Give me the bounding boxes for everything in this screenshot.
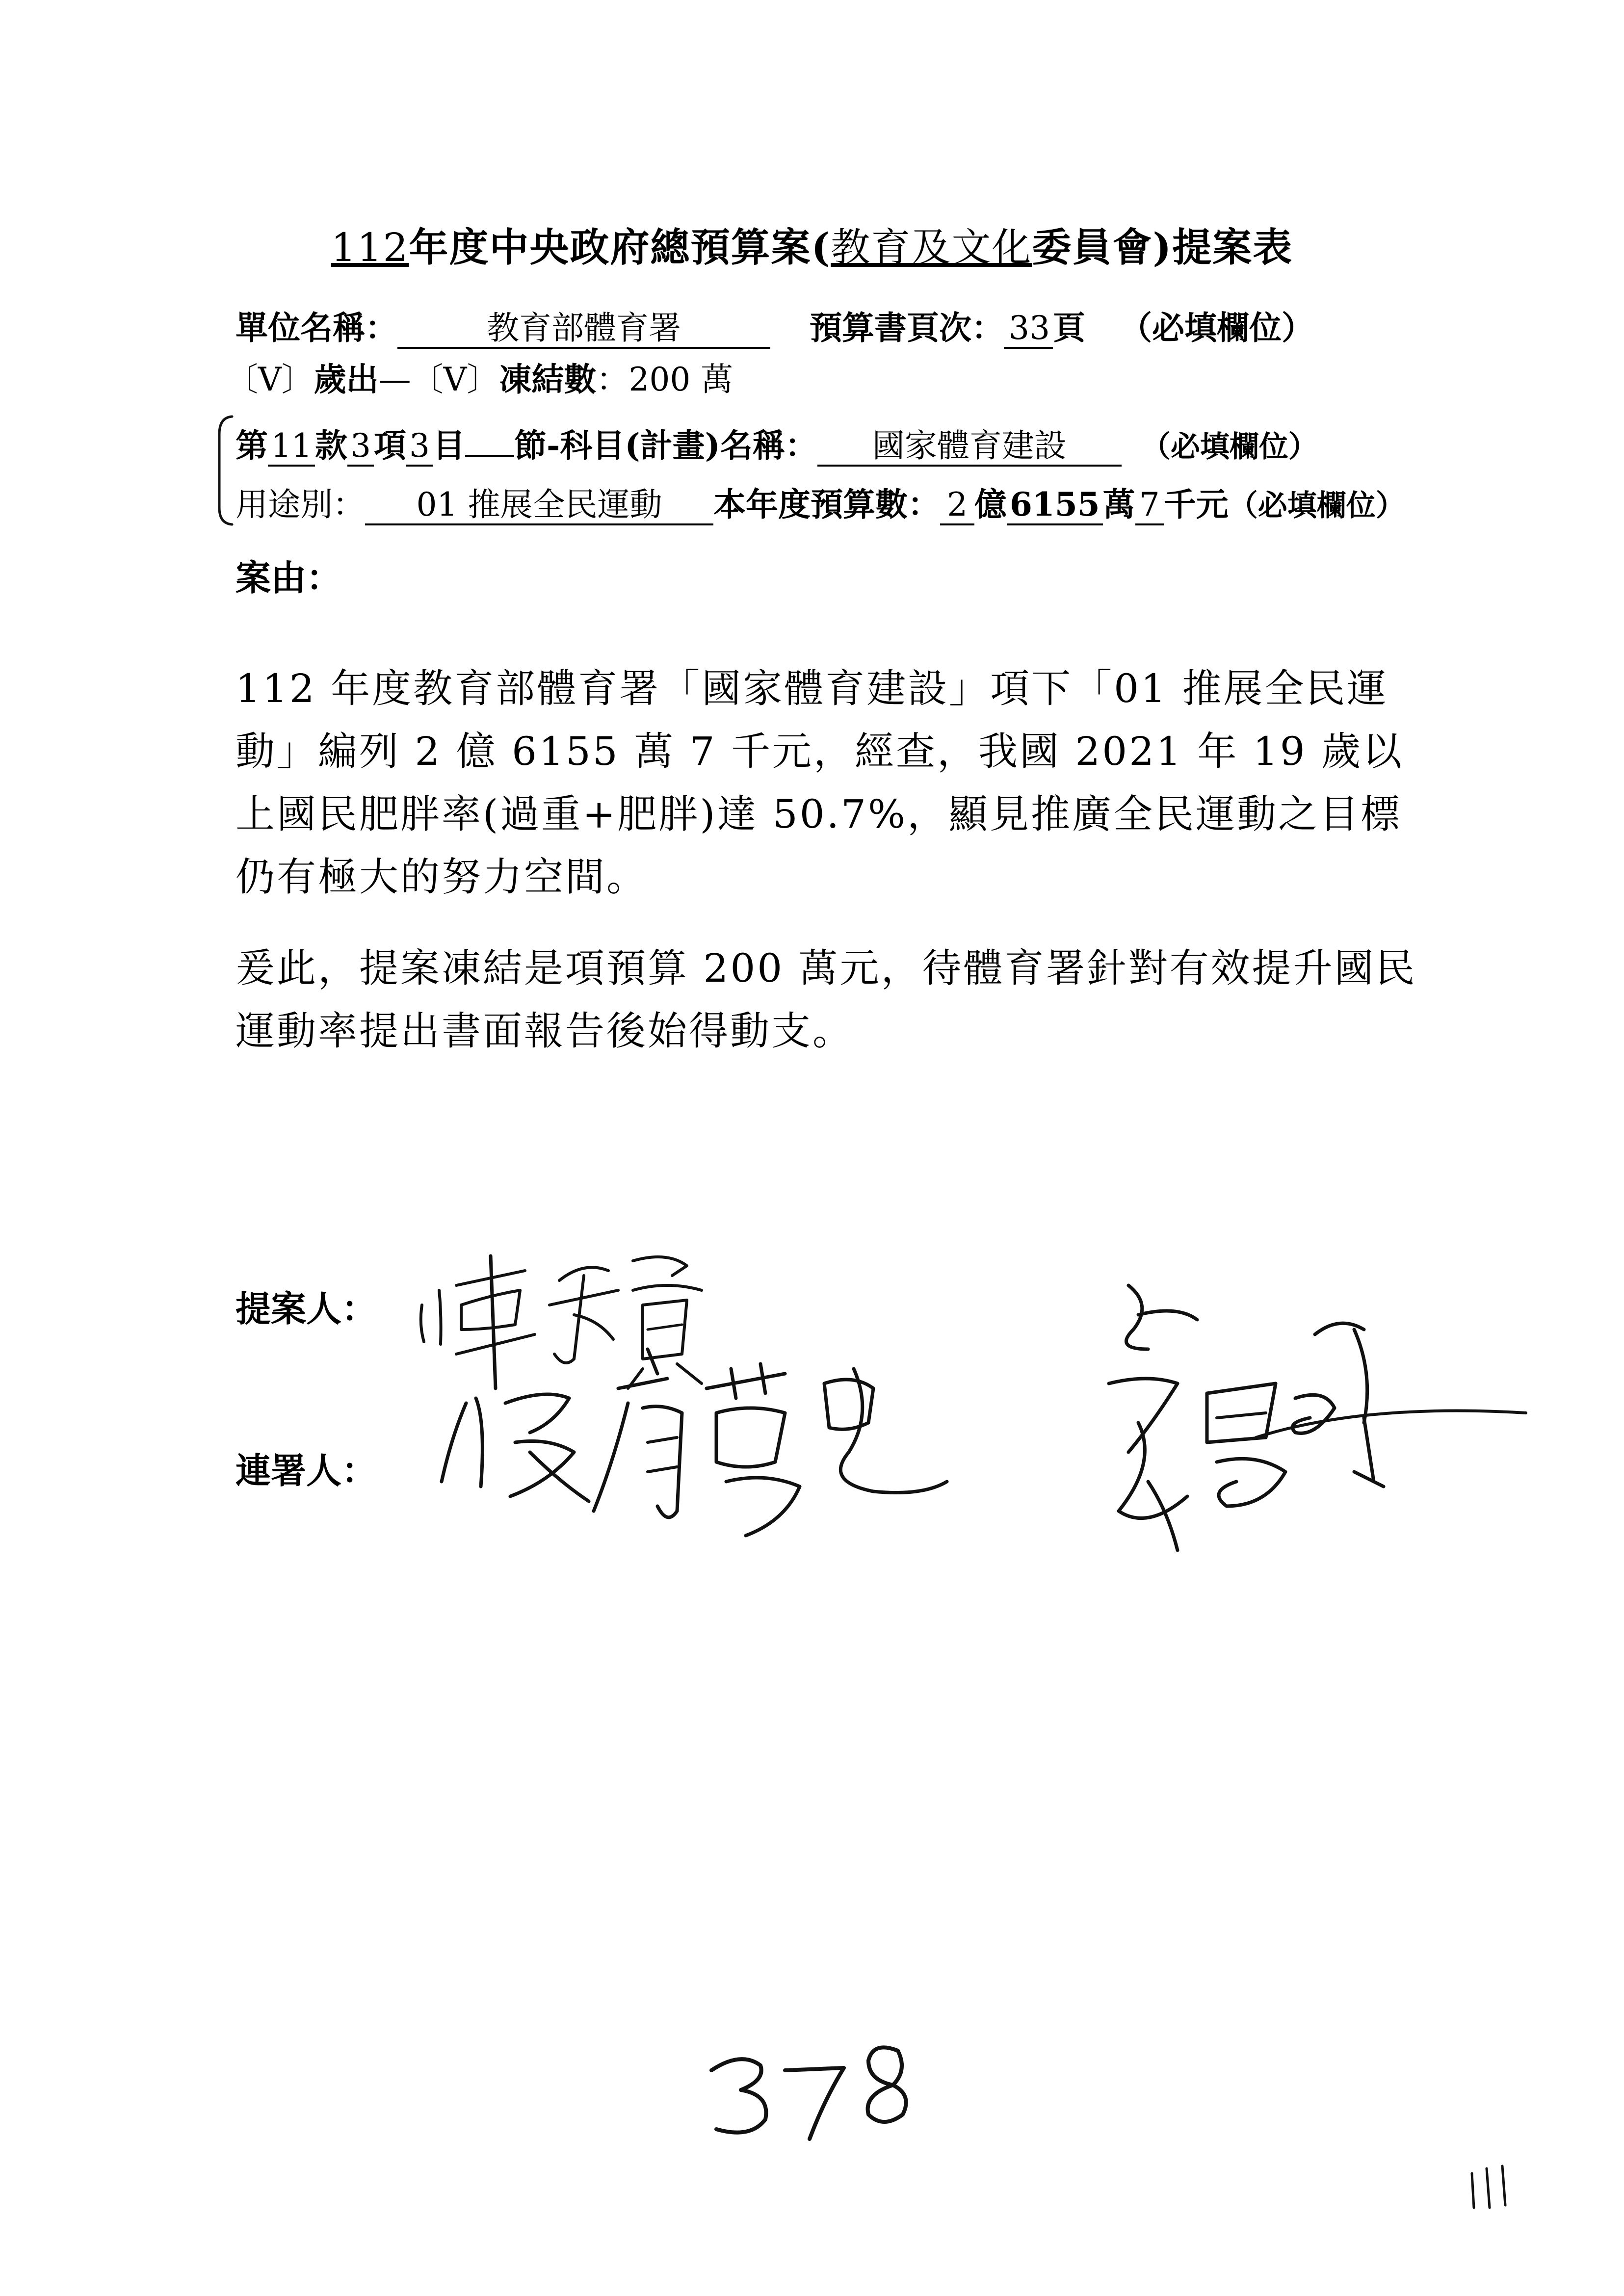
- title-text-before: 年度中央政府總預算案(: [409, 224, 831, 270]
- budget-label: 本年度預算數：: [713, 485, 940, 523]
- usage-row: [236, 478, 1405, 525]
- freeze-checkbox: 〔V〕: [411, 361, 499, 398]
- subject-jie-label: 節-科目(計畫)名稱：: [514, 426, 817, 465]
- freeze-label: 凍結數: [499, 360, 597, 398]
- form-title: [0, 216, 1624, 272]
- subject-required-note: （必填欄位）: [1141, 430, 1318, 464]
- freeze-amount: 200 萬: [629, 361, 733, 398]
- proposer-label: 提案人：: [236, 1288, 377, 1330]
- budget-qian-label: 千元: [1163, 485, 1229, 523]
- handwritten-corner-mark: [1467, 2159, 1526, 2218]
- unit-label: 單位名稱：: [236, 309, 397, 347]
- budget-qian: 7: [1135, 486, 1164, 525]
- subject-kuan: 11: [268, 427, 315, 467]
- title-year: 112: [331, 225, 409, 270]
- title-committee: 教育及文化: [831, 225, 1032, 270]
- paragraph-2: 爰此，提案凍結是項預算 200 萬元，待體育署針對有效提升國民運動率提出書面報告後始得動支。: [236, 945, 1417, 1054]
- cosigner-signatures: [432, 1276, 1550, 1609]
- subject-mu-label: 目: [432, 426, 465, 465]
- subject-name: 國家體育建設: [817, 427, 1122, 467]
- freeze-colon: ：: [596, 361, 629, 398]
- usage-required-note: （必填欄位）: [1228, 489, 1405, 523]
- unit-value: 教育部體育署: [397, 310, 770, 349]
- freeze-row: [226, 353, 733, 400]
- budget-yi: 2: [940, 486, 974, 525]
- title-text-after: 委員會)提案表: [1032, 224, 1293, 270]
- expense-checkbox: 〔V〕: [226, 361, 314, 398]
- subject-kuan-label: 款: [314, 426, 347, 465]
- usage-value: 01 推展全民運動: [365, 486, 713, 525]
- budget-wan: 6155: [1007, 486, 1103, 525]
- usage-label: 用途別：: [236, 486, 365, 523]
- expense-label: 歲出: [314, 360, 379, 398]
- subject-prefix: 第: [236, 426, 268, 465]
- bracket-mark: [209, 415, 238, 527]
- subject-xiang: 3: [347, 427, 374, 467]
- handwritten-378-glyphs: [687, 2031, 932, 2149]
- page-suffix: 頁: [1053, 309, 1085, 347]
- budget-wan-label: 萬: [1102, 485, 1135, 523]
- handwritten-page-number: [687, 2031, 932, 2149]
- freeze-dash: —: [378, 361, 411, 398]
- subject-xiang-label: 項: [373, 426, 406, 465]
- subject-mu: 3: [406, 427, 433, 467]
- subject-row: [236, 419, 1318, 467]
- reason-label: 案由：: [236, 557, 342, 599]
- handwritten-111-glyphs: [1467, 2159, 1526, 2218]
- unit-row: [236, 302, 1314, 349]
- budget-yi-label: 億: [974, 485, 1007, 523]
- page-label: 預算書頁次：: [810, 309, 1004, 347]
- unit-required-note: （必填欄位）: [1120, 309, 1314, 347]
- page-value: 33: [1004, 310, 1053, 349]
- cosigner-label: 連署人：: [236, 1450, 377, 1491]
- paragraph-1: 112 年度教育部體育署「國家體育建設」項下「01 推展全民運動」編列 2 億 6155 萬 7 千元，經查，我國 2021 年 19 歲以上國民肥胖率(過重+肥胖)達 50.7%，顯見推廣全民運動之目標仍有極大的努力空間。: [236, 666, 1404, 900]
